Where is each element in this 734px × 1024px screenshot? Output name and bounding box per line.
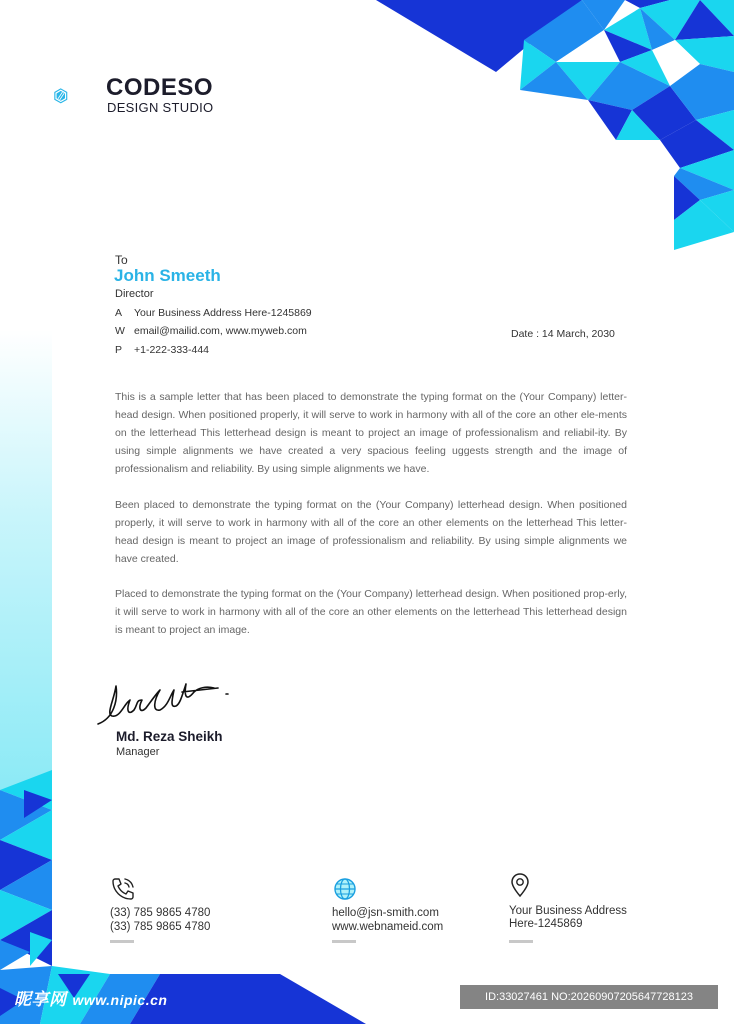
brand-subtitle: DESIGN STUDIO: [107, 100, 214, 115]
footer-address-2: Here-1245869: [509, 918, 583, 930]
contact-address: [115, 307, 312, 321]
location-pin-icon: [507, 872, 533, 898]
recipient-title: Director: [115, 288, 154, 300]
body-paragraph: Been placed to demonstrate the typing format on the (Your Company) letterhead design. When positioned properly, it will serve to work in harmony with all of the core an other elements on the letterhead This letter-head design is meant to project an image of professionalism and reliability. By using simple alignments we have created.: [115, 499, 627, 565]
to-label: To: [115, 253, 128, 267]
footer-address-1: Your Business Address: [509, 905, 627, 917]
contact-key: P: [115, 344, 123, 356]
signatory-name: Md. Reza Sheikh: [116, 729, 223, 744]
contact-key: W: [115, 325, 125, 337]
footer-phone-1: (33) 785 9865 4780: [110, 907, 211, 919]
body-paragraph: Placed to demonstrate the typing format on the (Your Company) letterhead design. When positioned prop-erly, it will serve to work in harmony with all of the core an other elements on the letterhead This letterhead design is meant to project an image.: [115, 588, 627, 636]
handwritten-signature: [94, 670, 239, 730]
hexagon-logo-icon: [54, 68, 102, 124]
contact-value: Your Business Address Here-1245869: [134, 307, 312, 319]
footer-website: www.webnameid.com: [332, 921, 444, 933]
contact-key: A: [115, 307, 123, 319]
letter-date: Date : 14 March, 2030: [511, 328, 615, 340]
brand-name: CODESO: [106, 74, 214, 101]
contact-web: [115, 325, 307, 339]
globe-icon: [332, 876, 358, 902]
signatory-role: Manager: [116, 746, 160, 758]
watermark-brand-name: 昵享网: [14, 990, 67, 1009]
left-gradient-strip: [0, 330, 52, 790]
footer-divider: [332, 940, 356, 943]
footer-email: hello@jsn-smith.com: [332, 907, 439, 919]
contact-phone: [115, 344, 209, 358]
watermark-id: ID:33027461 NO:20260907205647728123: [460, 985, 718, 1009]
watermark-url: www.nipic.cn: [72, 992, 168, 1008]
top-right-triangle-pattern: [370, 0, 734, 252]
body-paragraph: This is a sample letter that has been placed to demonstrate the typing format on the (Your Company) letter-head design. When positioned properly, it will serve to work in harmony with all of the core an other ele-ments on the letterhead This letterhead design is meant to project an image of professionalism and reliabil-ity. By using simple alignments we have created a very spacious feeling uggests strength and the image of professionalism and reliability. By using simple alignments we have.: [115, 391, 627, 475]
footer-phone-2: (33) 785 9865 4780: [110, 921, 211, 933]
footer-divider: [110, 940, 134, 943]
recipient-name: John Smeeth: [114, 266, 221, 285]
contact-value: email@mailid.com, www.myweb.com: [134, 325, 307, 337]
contact-value: +1-222-333-444: [134, 344, 210, 356]
watermark-brand: [14, 985, 167, 1010]
phone-icon: [110, 876, 136, 902]
footer-divider: [509, 940, 533, 943]
